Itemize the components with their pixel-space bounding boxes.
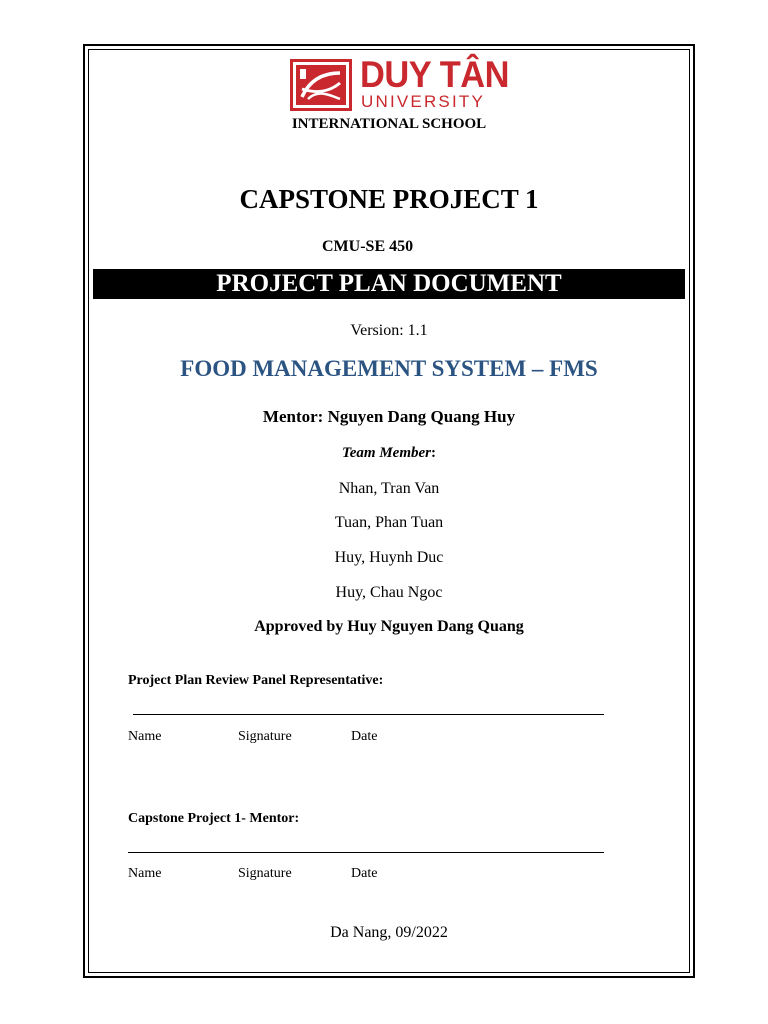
logo-subtitle: UNIVERSITY [361,92,486,111]
mentor-date-label: Date [351,866,378,881]
team-member-1: Nhan, Tran Van [338,480,440,497]
review-panel-signature-label: Signature [238,729,292,744]
team-member-label: Team Member [341,445,432,461]
team-member-colon: : [431,445,437,461]
mentor-signature-label: Signature [238,866,292,881]
mentor-signature-line [128,852,604,853]
review-panel-signature-line [133,714,604,715]
university-logo-icon [290,59,352,111]
review-panel-label: Project Plan Review Panel Representative: [128,673,384,688]
mentor-name-label: Name [128,866,162,881]
system-title: FOOD MANAGEMENT SYSTEM – FMS [180,356,598,381]
document-type-banner: PROJECT PLAN DOCUMENT [93,269,685,299]
place-date-footer: Da Nang, 09/2022 [330,924,448,941]
version-label: Version: 1.1 [350,322,428,339]
team-member-3: Huy, Huynh Duc [334,549,444,566]
school-name: INTERNATIONAL SCHOOL [291,116,487,132]
team-member-heading [88,445,690,462]
project-title: CAPSTONE PROJECT 1 [239,184,539,214]
review-panel-date-label: Date [351,729,378,744]
review-panel-name-label: Name [128,729,162,744]
approved-by: Approved by Huy Nguyen Dang Quang [254,618,524,635]
mentor-line: Mentor: Nguyen Dang Quang Huy [262,407,516,426]
team-member-2: Tuan, Phan Tuan [334,514,444,531]
logo-wordmark: DUY TÂN [360,54,510,95]
team-member-4: Huy, Chau Ngoc [335,584,443,601]
course-code: CMU-SE 450 [322,238,414,255]
mentor-signoff-label: Capstone Project 1- Mentor: [128,811,300,826]
